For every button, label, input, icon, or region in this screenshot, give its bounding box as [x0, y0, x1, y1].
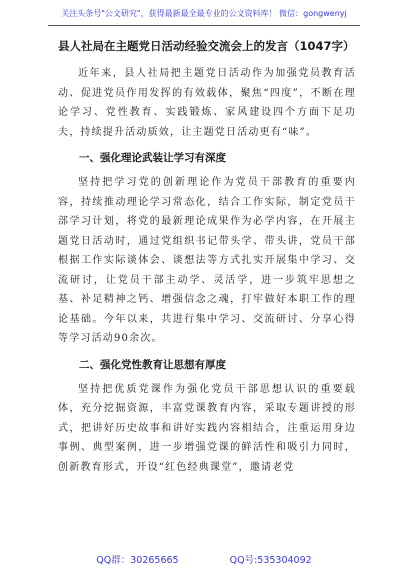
document-body [58, 64, 356, 477]
document-title: 县人社局在主题党日活动经验交流会上的发言（1047字） [58, 39, 355, 53]
footer-qq-number: QQ号:535304092 [229, 555, 312, 566]
section-heading-1: 一、强化理论武装让学习有深度 [79, 152, 226, 164]
header-note: 关注头条号"公文研究"，获得最新最全最专业的公文资料库！ 微信：gongwenyj [61, 9, 347, 18]
section-heading-2: 二、强化党性教育让思想有厚度 [79, 358, 226, 371]
header-divider [48, 25, 360, 26]
section-paragraph-1: 坚持把学习党的创新理论作为党员干部教育的重要内容，持续推动理论学习常态化，结合工作实际，制定党员干部学习计划，将党的最新理论成果作为必学内容，在开展主题党日活动时，通过党组织书记带头学、带头讲，党员干部根据工作实际谈体会、谈想法等方式扎实开展集中学习、交流研讨，让党员干部主动学、灵活学，进一步筑牢思想之基、补足精神之钙、增强信念之魂，打牢做好本职工作的理论基础。今年以来，共进行集中学习、交流研讨、分享心得等学习活动90余次。 [58, 177, 356, 344]
footer-qq-group: QQ群：30265665 [96, 555, 179, 566]
footer-contacts [0, 552, 408, 566]
intro-paragraph: 近年来，县人社局把主题党日活动作为加强党员教育活动、促进党员作用发挥的有效载体，聚焦“四度”，不断在理论学习、党性教育、实践锻炼、家风建设四个方面下足功夫，持续提升活动质效，让主题党日活动更有“味”。 [58, 68, 356, 138]
section-paragraph-2: 坚持把优质党课作为强化党员干部思想认识的重要载体，充分挖掘资源，丰富党课教育内容，采取专题讲授的形式，把讲好历史故事和讲好实践内容相结合，注重运用身边事例、典型案例，进一步增强党课的鲜活性和吸引力同时，创新教育形式，开设“红色经典课堂”，邀请老党 [58, 383, 356, 473]
